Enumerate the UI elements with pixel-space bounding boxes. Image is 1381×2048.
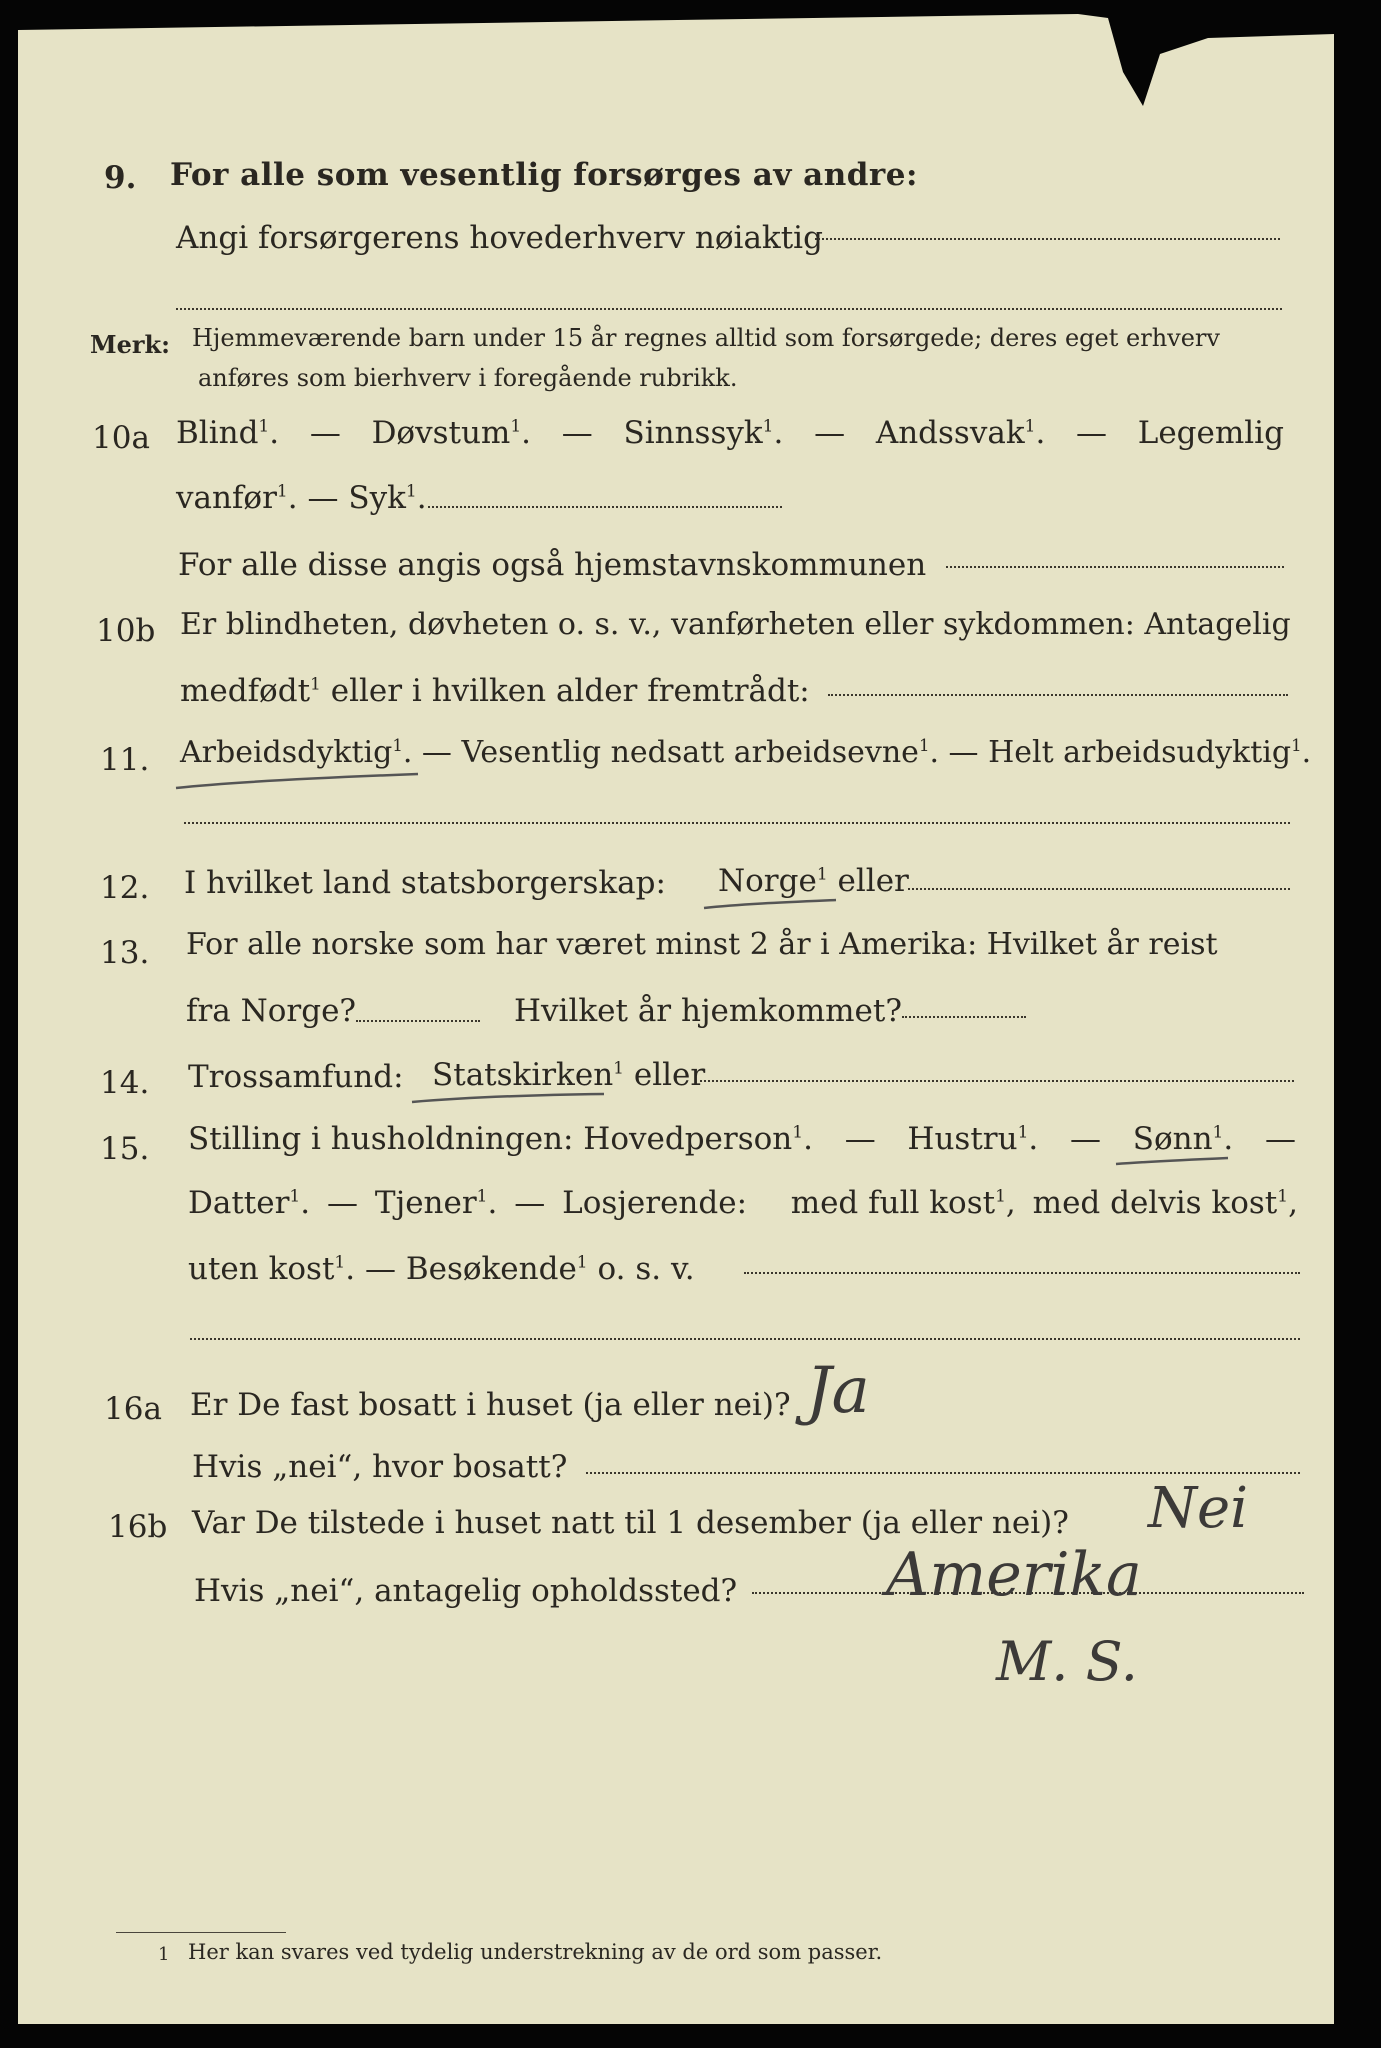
q15-answer-field-2[interactable] (190, 1338, 1300, 1340)
q16b-line-2: Hvis „nei“, antagelig opholdssted? (194, 1573, 738, 1609)
q15-line-2: Datter$^1$. — Tjener$^1$. — Losjerende: med full kost$^1$, med delvis kost$^1$, (188, 1185, 1298, 1221)
q15-tjener[interactable]: Tjener (374, 1185, 477, 1221)
q10b-alder: eller i hvilken alder fremtrådt: (330, 673, 810, 709)
handwritten-initials: M. S. (996, 1630, 1138, 1693)
q9-answer-field-2[interactable] (176, 308, 1282, 310)
q16a-line-1: Er De fast bosatt i huset (ja eller nei)? (190, 1387, 791, 1423)
q13-hjemkommet: Hvilket år hjemkommet? (514, 993, 902, 1029)
footnote-rule (116, 1932, 286, 1933)
q9-title: For alle som vesentlig forsørges av andre: (170, 157, 918, 193)
q14-text: Trossamfund: (188, 1059, 404, 1095)
q10a-hjemstavn-field[interactable] (946, 566, 1284, 568)
q10a-number: 10a (92, 420, 150, 456)
q9-line: Angi forsørgerens hovederhverv nøiaktig (176, 220, 823, 256)
q12-line-end: Norge$^1$ eller (718, 863, 909, 899)
q16a-handwritten-answer: Ja (806, 1354, 870, 1428)
q10a-dovstum: Døvstum (371, 415, 511, 451)
q10a-blind: Blind (176, 415, 259, 451)
footnote-mark: 1 (158, 1944, 170, 1965)
q15-losjerende: Losjerende: (562, 1185, 748, 1221)
q16a-line-2: Hvis „nei“, hvor bosatt? (192, 1449, 568, 1485)
q10b-line-1: Er blindheten, døvheten o. s. v., vanførheten eller sykdommen: Antagelig (180, 607, 1291, 642)
q10a-andssvak: Andssvak (875, 415, 1025, 451)
q10b-answer-field[interactable] (828, 694, 1288, 696)
q16a-bosatt-field[interactable] (586, 1472, 1300, 1474)
q12-number: 12. (100, 870, 150, 906)
q14-eller: eller (633, 1057, 706, 1093)
q10b-medfodt: medfødt (180, 673, 311, 709)
q12-handwritten-underline (700, 892, 840, 916)
q10a-line-1: Blind$^1$. — Døvstum$^1$. — Sinnssyk$^1$. — Andssvak$^1$. — Legemlig (176, 415, 1284, 451)
q14-answer-field[interactable] (700, 1080, 1294, 1082)
q10a-hjemstavn: For alle disse angis også hjemstavnskommunen (178, 547, 927, 583)
q9-number: 9. (104, 160, 137, 196)
merk-label: Merk: (90, 330, 170, 359)
q10b-line-2: medfødt$^1$ eller i hvilken alder fremtrådt: (180, 673, 810, 709)
q15-delvis-kost[interactable]: med delvis kost (1032, 1185, 1278, 1221)
footnote-text: Her kan svares ved tydelig understrekning av de ord som passer. (188, 1940, 883, 1964)
q16a-number: 16a (104, 1391, 162, 1427)
q15-answer-field[interactable] (744, 1272, 1300, 1274)
q15-datter[interactable]: Datter (188, 1185, 290, 1221)
q10a-syk: Syk (348, 480, 406, 516)
q10a-legemlig: Legemlig (1137, 415, 1284, 451)
q14-opt-statskirken[interactable]: Statskirken (432, 1057, 614, 1093)
q16b-handwritten-answer: Nei (1148, 1476, 1249, 1541)
q9-answer-field[interactable] (815, 238, 1280, 240)
q10a-syk-field[interactable] (428, 506, 782, 508)
q13-number: 13. (100, 935, 150, 971)
q11-answer-field[interactable] (184, 822, 1290, 824)
q12-eller: eller (837, 863, 909, 899)
q15-line-1: Stilling i husholdningen: Hovedperson$^1$. — Hustru$^1$. — Sønn$^1$. — (188, 1121, 1296, 1157)
q10b-number: 10b (96, 613, 156, 649)
q15-number: 15. (100, 1131, 150, 1167)
q15-full-kost[interactable]: med full kost (790, 1185, 996, 1221)
q15-sonn[interactable]: Sønn (1132, 1121, 1213, 1157)
q11-opt-nedsatt[interactable]: Vesentlig nedsatt arbeidsevne (461, 735, 919, 770)
q11-number: 11. (100, 742, 150, 778)
q11-opt-arbeidsdyktig[interactable]: Arbeidsdyktig (180, 735, 393, 770)
q15-line-3: uten kost$^1$. — Besøkende$^1$ o. s. v. (188, 1251, 695, 1287)
q15-besokende[interactable]: Besøkende (405, 1251, 577, 1287)
q15-hustru[interactable]: Hustru (907, 1121, 1018, 1157)
q15-handwritten-underline (1112, 1150, 1232, 1174)
q13-reist-field[interactable] (356, 1020, 480, 1022)
q13-hjemkommet-field[interactable] (902, 1016, 1026, 1018)
q15-uten-kost[interactable]: uten kost (188, 1251, 335, 1287)
q16b-number: 16b (108, 1509, 168, 1545)
q14-line-end: Statskirken$^1$ eller (432, 1057, 706, 1093)
merk-line-2: anføres som bierhverv i foregående rubrikk. (198, 364, 738, 392)
q10a-vanfor: vanfør (176, 480, 277, 516)
q13-line-1: For alle norske som har været minst 2 år i Amerika: Hvilket år reist (186, 927, 1218, 962)
q11-opt-udyktig[interactable]: Helt arbeidsudyktig (988, 735, 1292, 770)
q11-handwritten-underline (172, 766, 422, 796)
q12-opt-norge[interactable]: Norge (718, 863, 817, 899)
merk-line-1: Hjemmeværende barn under 15 år regnes alltid som forsørgede; deres eget erhverv (192, 324, 1220, 352)
q13-reist: fra Norge? (186, 993, 357, 1029)
q10a-line-2: vanfør$^1$. — Syk$^1$. (176, 480, 427, 516)
q14-handwritten-underline (408, 1086, 608, 1110)
q16b-line-1: Var De tilstede i huset natt til 1 desember (ja eller nei)? (192, 1505, 1069, 1541)
q14-number: 14. (100, 1065, 150, 1101)
q12-text: I hvilket land statsborgerskap: (184, 865, 666, 901)
q12-answer-field[interactable] (908, 888, 1290, 890)
q11-line: Arbeidsdyktig$^1$. — Vesentlig nedsatt arbeidsevne$^1$. — Helt arbeidsudyktig$^1$. (180, 735, 1312, 770)
q10a-sinnssyk: Sinnssyk (623, 415, 763, 451)
q16b-handwritten-place: Amerika (886, 1540, 1142, 1610)
q15-osv: o. s. v. (597, 1251, 695, 1287)
q15-hovedperson[interactable]: Stilling i husholdningen: Hovedperson (188, 1121, 793, 1157)
